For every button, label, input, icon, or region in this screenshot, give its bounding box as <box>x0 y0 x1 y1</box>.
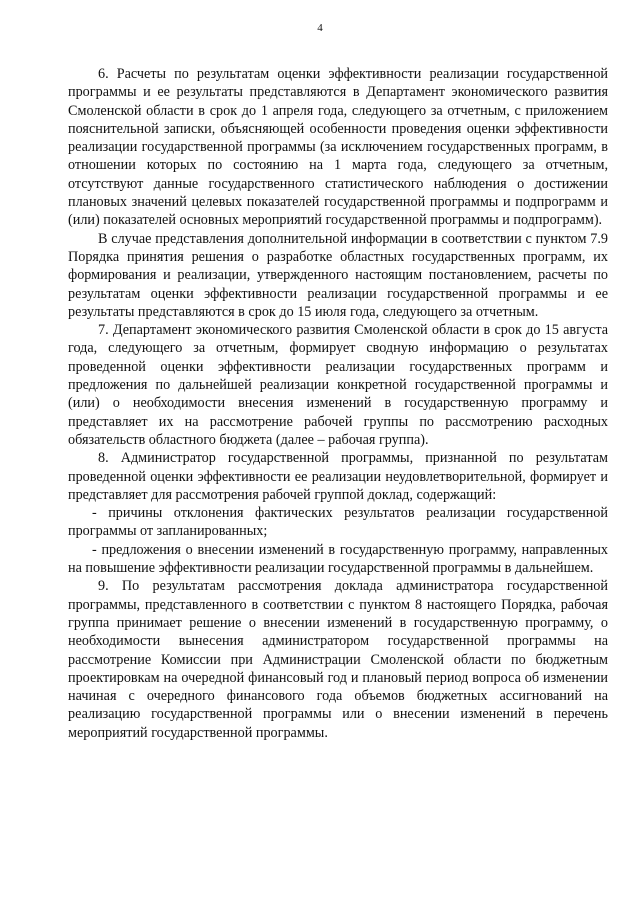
paragraph-7: 7. Департамент экономического развития Смоленской области в срок до 15 августа года, следующего за отчетным, формирует сводную информацию о результатах проведенной оценки эффективности реализации государственных программ и предложения по дальнейшей реализации конкретной государственной программы и (или) о необходимости внесения изменений в государственную программу и представляет их на рассмотрение рабочей группы по рассмотрению расходных обязательств областного бюджета (далее – рабочая группа). <box>68 322 608 448</box>
paragraph-6: 6. Расчеты по результатам оценки эффективности реализации государственной программы и ее результаты представляются в Департамент экономического развития Смоленской области в срок до 1 апреля года, следующего за отчетным, с приложением пояснительной записки, объясняющей особенности проведения оценки эффективности реализации государственной программы (за исключением государственных программ, в отношении которых по состоянию на 1 марта года, следующего за отчетным, отсутствуют данные государственного статистического наблюдения о достижении плановых значений целевых показателей государственной программы и подпрограмм и (или) показателей основных мероприятий государственной программы и подпрограмм). <box>68 66 608 229</box>
paragraph-8-item-proposals: - предложения о внесении изменений в государственную программу, направленных на повышение эффективности реализации государственной программы в дальнейшем. <box>68 541 608 577</box>
document-body <box>68 65 608 742</box>
paragraph-8-item-reasons: - причины отклонения фактических результатов реализации государственной программы от запланированных; <box>68 505 608 540</box>
page-number: 4 <box>317 22 323 34</box>
paragraph-6-supplement: В случае представления дополнительной информации в соответствии с пунктом 7.9 Порядка принятия решения о разработке областных государственных программ, их формирования и реализации, утвержденного настоящим постановлением, расчеты по результатам оценки эффективности реализации государственной программы и ее результаты представляются в срок до 15 июля года, следующего за отчетным. <box>68 230 608 320</box>
paragraph-9: 9. По результатам рассмотрения доклада администратора государственной программы, представленного в соответствии с пунктом 8 настоящего Порядка, рабочая группа принимает решение о внесении изменений в государственную программу, о необходимости вынесения администратором государственной программы на рассмотрение Комиссии при Администрации Смоленской области по бюджетным проектировкам на очередной финансовый год и плановый период вопроса об изменении начиная с очередного финансового года объемов бюджетных ассигнований на реализацию государственной программы или о внесении изменений в перечень мероприятий государственной программы. <box>68 578 608 741</box>
paragraph-8: 8. Администратор государственной программы, признанной по результатам проведенной оценки эффективности ее реализации неудовлетворительной, формирует и представляет для рассмотрения рабочей группой доклад, содержащий: <box>68 450 608 503</box>
